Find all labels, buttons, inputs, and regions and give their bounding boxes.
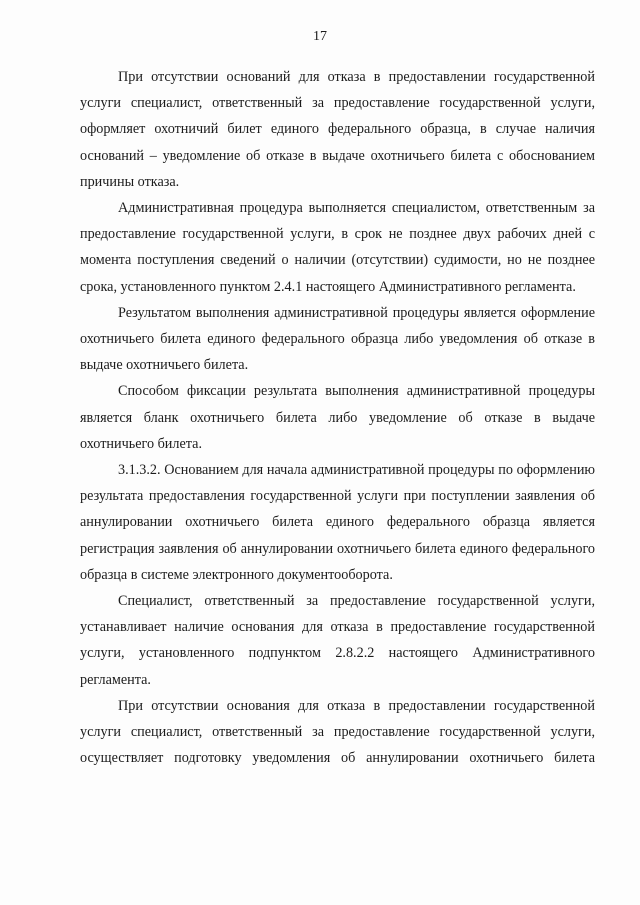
paragraph-1-line-5: с обоснованием причины отказа.: [80, 147, 596, 190]
paragraph-5-line-6: документооборота.: [277, 566, 393, 583]
paragraph-6: [80, 588, 595, 693]
paragraph-6-line-2: устанавливает наличие основания для отказа в предоставление государственной: [80, 619, 595, 636]
document-body: [80, 64, 595, 771]
paragraph-1-line-1: При отсутствии оснований для отказа в предоставлении государственной: [118, 69, 595, 85]
paragraph-4-line-3: в выдаче охотничьего билета.: [80, 409, 596, 452]
paragraph-2-line-5: Административного регламента.: [378, 278, 576, 295]
paragraph-3: [80, 300, 595, 379]
paragraph-5-line-4: федерального образца является регистрация заявления об аннулировании: [80, 514, 595, 557]
paragraph-7: [80, 693, 595, 772]
paragraph-7-line-1: При отсутствии основания для отказа в предоставлении государственной: [118, 697, 595, 714]
paragraph-4: [80, 378, 595, 457]
page-number: 17: [313, 29, 327, 44]
paragraph-1: [80, 64, 595, 195]
paragraph-4-line-1: Способом фиксации результата выполнения административной: [118, 383, 521, 400]
paragraph-2: [80, 195, 595, 300]
paragraph-5-line-5: охотничьего билета единого федерального образца в системе электронного: [80, 540, 596, 583]
paragraph-6-line-3: услуги, установленного подпунктом 2.8.2.2 настоящего Административного: [80, 645, 595, 662]
paragraph-5-line-1: 3.1.3.2. Основанием для начала административной процедуры: [118, 462, 495, 479]
paragraph-6-line-4: регламента.: [80, 671, 151, 688]
paragraph-1-line-2: услуги специалист, ответственный за предоставление государственной услуги,: [80, 95, 595, 112]
paragraph-1-line-4: оснований – уведомление об отказе в выдаче охотничьего билета: [80, 147, 492, 164]
paragraph-5: [80, 457, 595, 588]
paragraph-2-line-3: дней с момента поступления сведений о наличии (отсутствии) судимости,: [80, 226, 595, 269]
paragraph-7-line-2: услуги специалист, ответственный за предоставление государственной услуги,: [80, 724, 595, 741]
paragraph-3-line-1: Результатом выполнения административной процедуры является: [118, 304, 517, 321]
paragraph-3-line-2: оформление охотничьего билета единого федерального образца: [80, 304, 596, 348]
paragraph-2-line-2: за предоставление государственной услуги, в срок не позднее двух рабочих: [80, 200, 595, 243]
paragraph-2-line-4: но не позднее срока, установленного пунктом 2.4.1 настоящего: [80, 252, 596, 295]
paragraph-1-line-3: оформляет охотничий билет единого федерального образца, в случае наличия: [80, 121, 595, 138]
paragraph-5-line-2: по оформлению результата предоставления государственной услуги: [80, 462, 596, 505]
paragraph-6-line-1: Специалист, ответственный за предоставление государственной услуги,: [118, 593, 595, 610]
paragraph-3-line-3: либо уведомления об отказе в выдаче охотничьего билета.: [80, 331, 595, 374]
paragraph-4-line-2: процедуры является бланк охотничьего билета либо уведомление об отказе: [80, 383, 595, 426]
paragraph-7-line-3: осуществляет подготовку уведомления об аннулировании охотничьего билета: [80, 750, 595, 767]
paragraph-5-line-3: при поступлении заявления об аннулировании охотничьего билета единого: [80, 488, 596, 531]
paragraph-2-line-1: Административная процедура выполняется специалистом, ответственным: [118, 200, 578, 217]
